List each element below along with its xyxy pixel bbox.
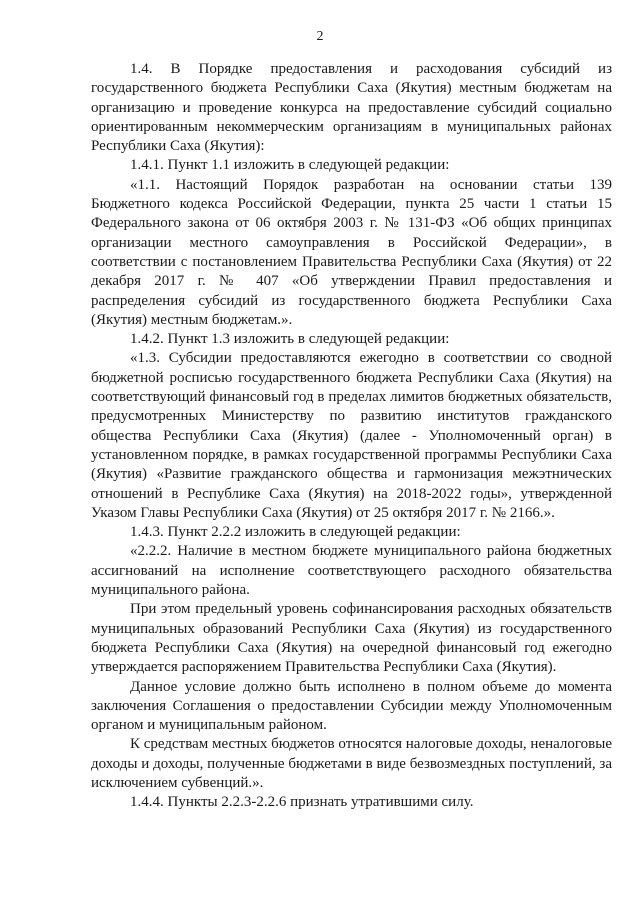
paragraph-cofinancing: При этом предельный уровень софинансирования расходных обязательств муниципальных образований Республики Саха (Якутия) из государственного бюджета Республики Саха (Якутия) на очередной финансовый год ежегодно утверждается распоряжением Правительства Республики Саха (Якутия). (91, 601, 612, 676)
paragraph-condition: Данное условие должно быть исполнено в полном объеме до момента заключения Соглашения о предоставлении Субсидии между Уполномоченным органом и муниципальным районом. (91, 678, 612, 734)
paragraph-1-3-quote: «1.3. Субсидии предоставляются ежегодно в соответствии со сводной бюджетной росписью государственного бюджета Республики Саха (Якутия) на соответствующий финансовый год в пределах лимитов бюджетных обязательств, предусмотренных Министерству по развитию институтов гражданского общества Республики Саха (Якутия) (далее - Уполномоченный орган) в установленном порядке, в рамках государственной программы Республики Саха (Якутия) «Развитие гражданского общества и гармонизация межэтнических отношений в Республике Саха (Якутия) на 2018-2022 годы», утвержденной Указом Главы Республики Саха (Якутия) от 25 октября 2017 г. № 2166.». (91, 350, 612, 521)
paragraph-1-4-2: 1.4.2. Пункт 1.3 изложить в следующей редакции: (130, 331, 450, 348)
paragraph-2-2-2-quote: «2.2.2. Наличие в местном бюджете муниципального района бюджетных ассигнований на исполнение соответствующего расходного обязательства муниципального района. (91, 543, 612, 599)
paragraph-1-1-quote: «1.1. Настоящий Порядок разработан на основании статьи 139 Бюджетного кодекса Российской Федерации, пункта 25 части 1 статьи 15 Федерального закона от 06 октября 2003 г. № 131-ФЗ «Об общих принципах организации местного самоуправления в Российской Федерации», в соответствии с постановлением Правительства Республики Саха (Якутия) от 22 декабря 2017 г. № 407 «Об утверждении Правил предоставления и распределения субсидий из государственного бюджета Республики Саха (Якутия) местным бюджетам.». (91, 176, 612, 328)
paragraph-1-4-4: 1.4.4. Пункты 2.2.3-2.2.6 признать утратившими силу. (130, 794, 474, 811)
document-body (91, 60, 612, 813)
page-number: 2 (316, 29, 324, 44)
paragraph-1-4: 1.4. В Порядке предоставления и расходования субсидий из государственного бюджета Республики Саха (Якутия) местным бюджетам на организацию и проведение конкурса на предоставление субсидий социально ориентированным некоммерческим организациям в муниципальных районах Республики Саха (Якутия): (91, 61, 612, 155)
paragraph-local-budget-funds: К средствам местных бюджетов относятся налоговые доходы, неналоговые доходы и доходы, полученные бюджетами в виде безвозмездных поступлений, за исключением субвенций.». (91, 736, 612, 791)
paragraph-1-4-3: 1.4.3. Пункт 2.2.2 изложить в следующей редакции: (130, 524, 461, 541)
paragraph-1-4-1: 1.4.1. Пункт 1.1 изложить в следующей редакции: (130, 157, 450, 174)
